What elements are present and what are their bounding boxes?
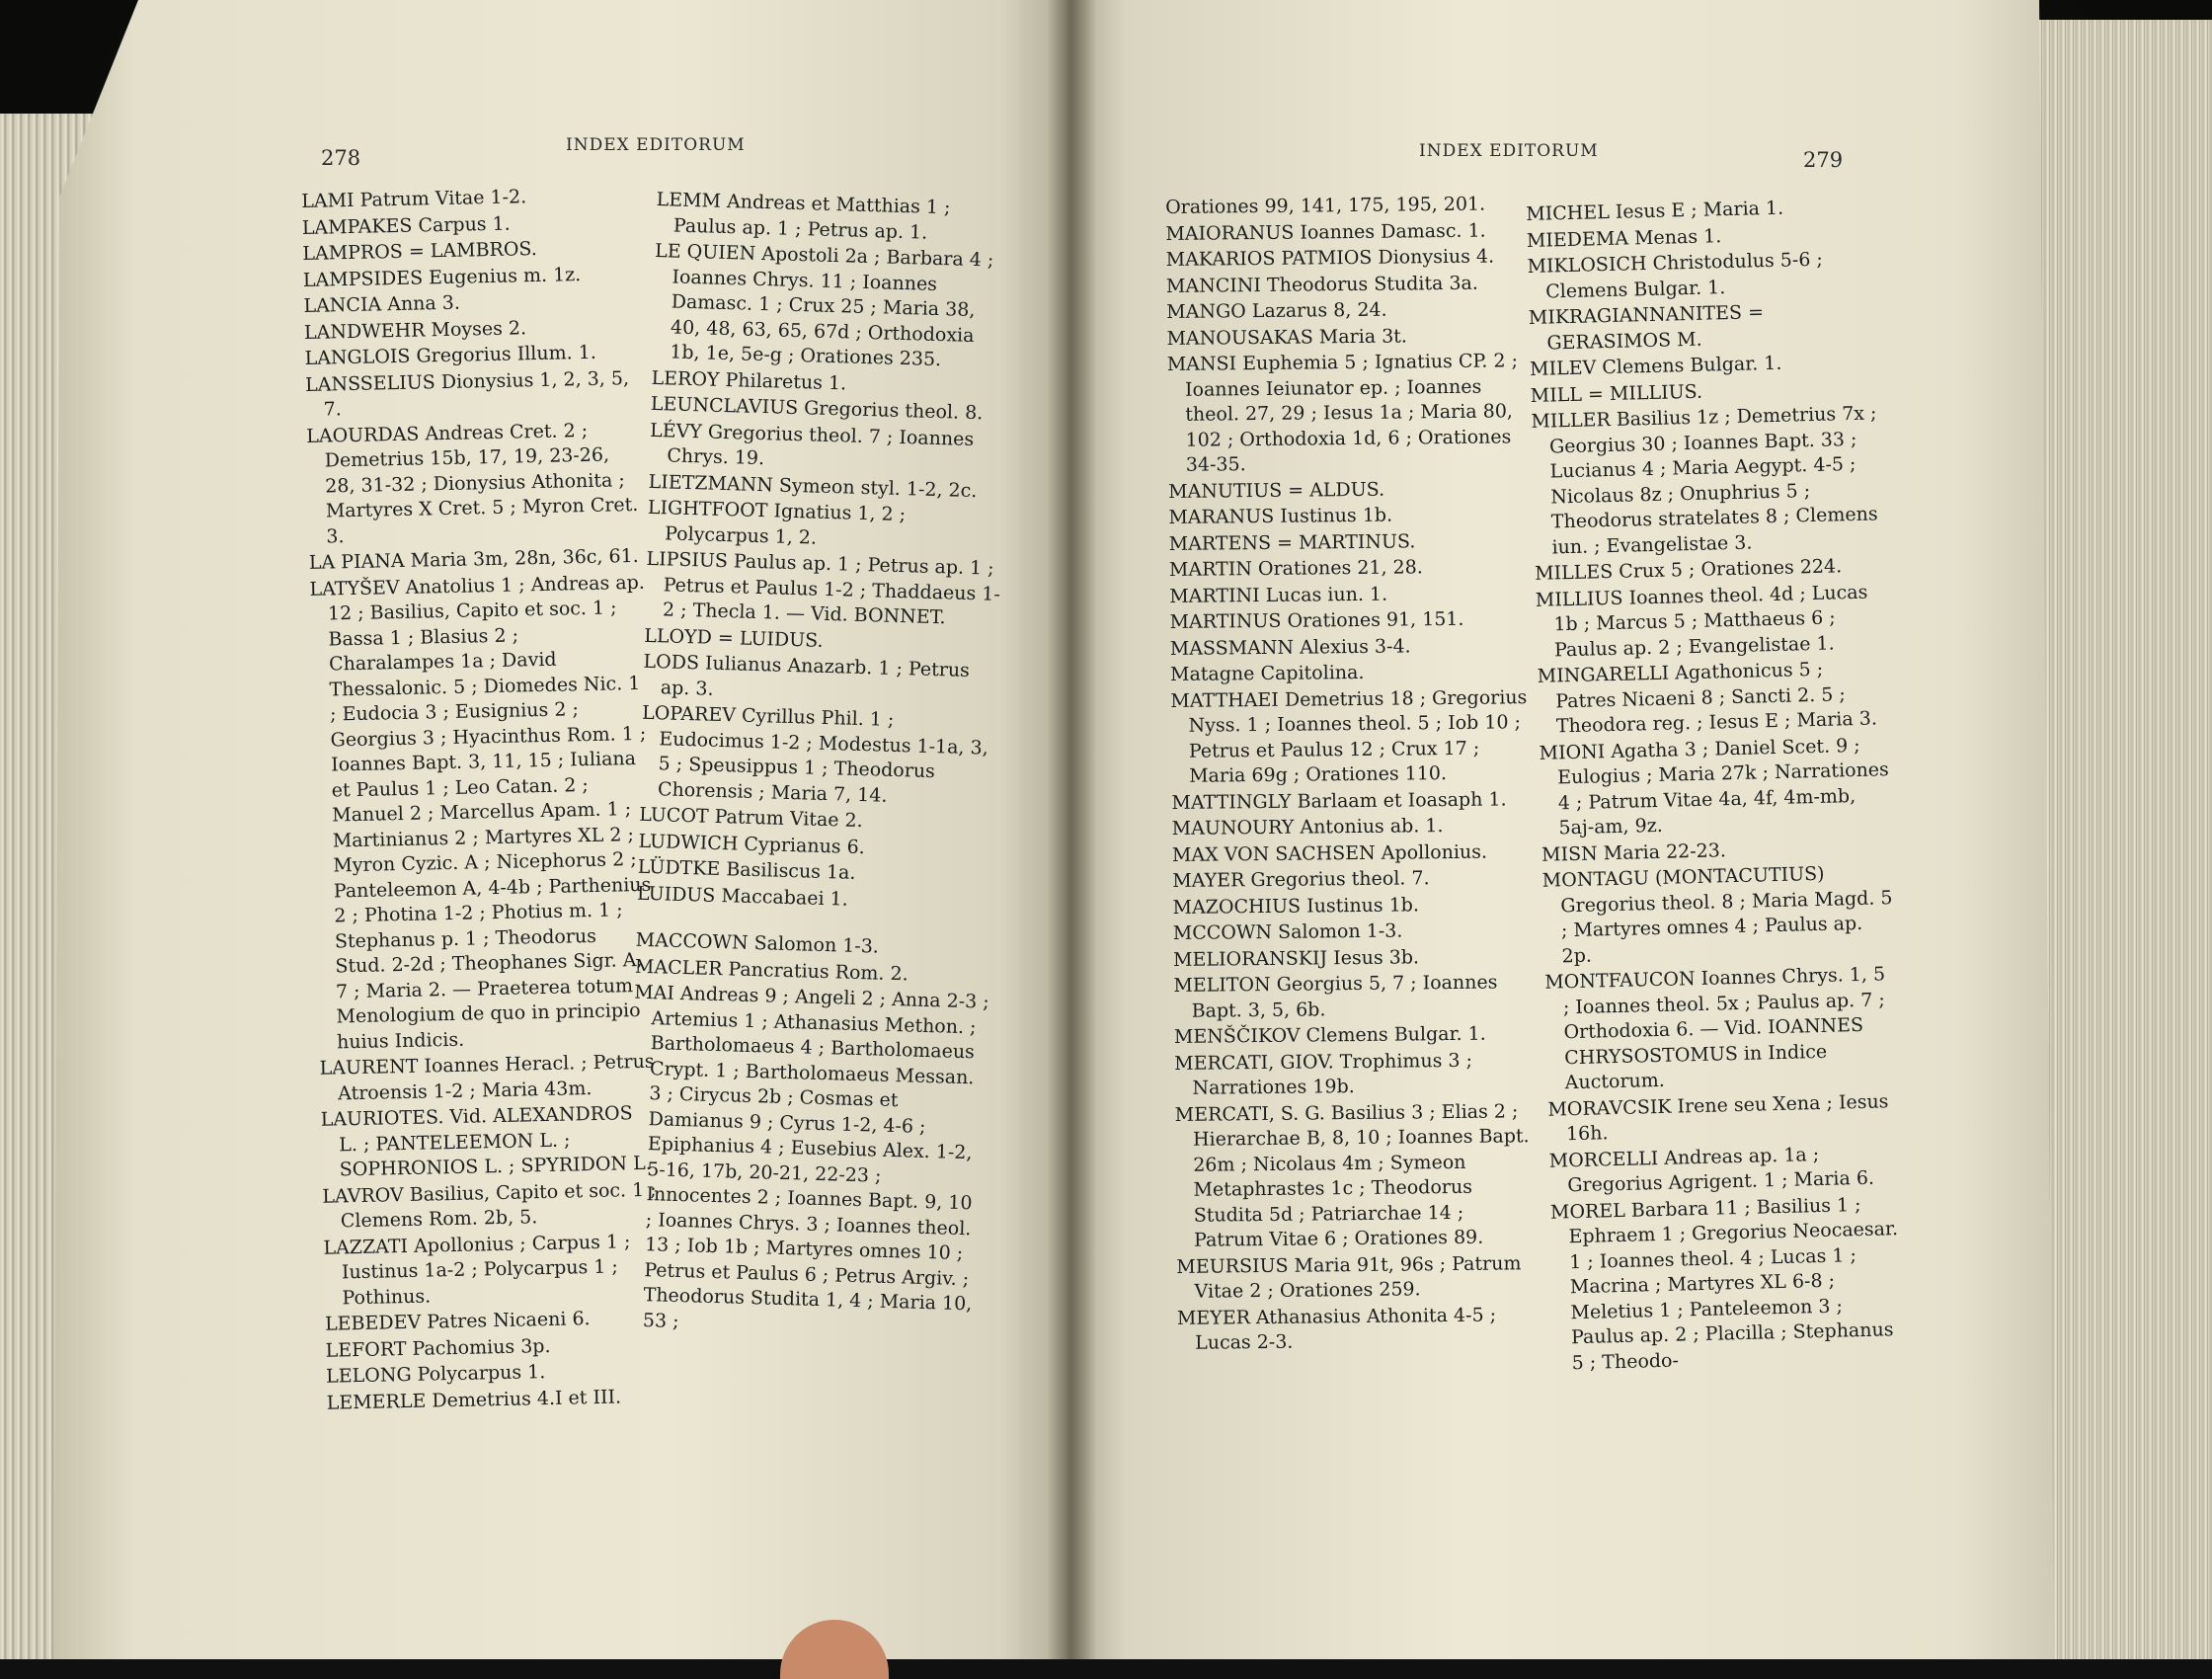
index-entry: MERCATI, S. G. Basilius 3 ; Elias 2 ; Hierarchae B, 8, 10 ; Ioannes Bapt. 26m ; Nicolaus 4m ; Symeon Metaphrastes 1c ; Theodorus Studita 5d ; Patriarchae 14 ; Patrum Vitae 6 ; Orationes 89. [1174, 1099, 1530, 1251]
index-entry: MARTENS = MARTINUS. [1168, 529, 1416, 555]
index-entry: LODS Iulianus Anazarb. 1 ; Petrus ap. 3. [643, 650, 971, 700]
index-entry: MILLIUS Ioannes theol. 4d ; Lucas 1b ; Marcus 5 ; Matthaeus 6 ; Paulus ap. 2 ; Evangelistae 1. [1535, 581, 1868, 661]
index-entry: LAZZATI Apollonius ; Carpus 1 ; Iustinus 1a-2 ; Polycarpus 1 ; Pothinus. [323, 1230, 631, 1309]
index-entry: LIPSIUS Paulus ap. 1 ; Petrus ap. 1 ; Petrus et Paulus 1-2 ; Thaddaeus 1-2 ; Thecla 1. — Vid. BONNET. [646, 547, 1001, 629]
index-entry: MANSI Euphemia 5 ; Ignatius CP. 2 ; Ioannes Ieiunator ep. ; Ioannes theol. 27, 29 ; Iesus 1a ; Maria 80, 102 ; Orthodoxia 1d, 6 ; Orationes 34-35. [1166, 350, 1519, 476]
index-entry: MAI Andreas 9 ; Angeli 2 ; Anna 2-3 ; Artemius 1 ; Athanasius Methon. ; Bartholomaeus 4 ; Bartholomaeus Crypt. 1 ; Bartholomaeus Messan. 3 ; Cirycus 2b ; Cosmas et Damianus 9 ; Cyrus 1-2, 4-6 ; Epiphanius 4 ; Eusebius Alex. 1-2, 5-16, 17b, 20-21, 22-23 ; Innocentes 2 ; Ioannes Bapt. 9, 10 ; Ioannes Chrys. 3 ; Ioannes theol. 13 ; Iob 1b ; Martyres omnes 10 ; Petrus et Paulus 6 ; Petrus Argiv. ; Theodorus Studita 1, 4 ; Maria 10, 53 ; [633, 981, 990, 1332]
index-entry: MANOUSAKAS Maria 3t. [1166, 324, 1408, 350]
index-entry: LAMPSIDES Eugenius m. 1z. [302, 263, 582, 291]
index-entry: LLOYD = LUIDUS. [644, 624, 824, 652]
index-entry: MEYER Athanasius Athonita 4-5 ; Lucas 2-3. [1176, 1304, 1497, 1354]
index-entry: MIKLOSICH Christodulus 5-6 ; Clemens Bulgar. 1. [1527, 248, 1824, 303]
index-entry: MILLES Crux 5 ; Orationes 224. [1534, 555, 1843, 585]
index-entry: MORAVCSIK Irene seu Xena ; Iesus 16h. [1547, 1089, 1889, 1146]
index-entry: MCCOWN Salomon 1-3. [1172, 919, 1403, 944]
index-entry: MAYER Gregorius theol. 7. [1172, 867, 1430, 892]
index-entry: LEMM Andreas et Matthias 1 ; Paulus ap. 1 ; Petrus ap. 1. [656, 188, 951, 244]
index-entry: LUDWICH Cyprianus 6. [638, 830, 866, 858]
index-entry: MIEDEMA Menas 1. [1526, 224, 1722, 252]
index-entry: MOREL Barbara 11 ; Basilius 1 ; Ephraem 1 ; Gregorius Neocaesar. 1 ; Ioannes theol. 4 ; Lucas 1 ; Macrina ; Martyres XL 6-8 ; Meletius 1 ; Panteleemon 3 ; Paulus ap. 2 ; Placilla ; Stephanus 5 ; Theodo- [1549, 1193, 1899, 1374]
index-entry: MILEV Clemens Bulgar. 1. [1529, 352, 1782, 380]
index-entry: LIGHTFOOT Ignatius 1, 2 ; Polycarpus 1, 2. [647, 496, 907, 549]
index-entry: MARANUS Iustinus 1b. [1168, 504, 1393, 528]
index-entry: Matagne Capitolina. [1169, 661, 1365, 685]
right-page-header: INDEX EDITORUM [1419, 141, 1599, 161]
index-entry: MELITON Georgius 5, 7 ; Ioannes Bapt. 3, 5, 6b. [1173, 971, 1498, 1022]
index-entry: LAURIOTES. Vid. ALEXANDROS L. ; PANTELEEMON L. ; SOPHRONIOS L. ; SPYRIDON L. [320, 1102, 652, 1181]
index-entry: MORCELLI Andreas ap. 1a ; Gregorius Agrigent. 1 ; Maria 6. [1548, 1143, 1875, 1197]
index-entry: LATYŠEV Anatolius 1 ; Andreas ap. 12 ; Basilius, Capito et soc. 1 ; Bassa 1 ; Blasius 2 ; Charalampes 1a ; David Thessalonic. 5 ; Diomedes Nic. 1 ; Eudocia 3 ; Eusignius 2 ; Georgius 3 ; Hyacinthus Rom. 1 ; Ioannes Bapt. 3, 11, 15 ; Iuliana et Paulus 1 ; Leo Catan. 2 ; Manuel 2 ; Marcellus Apam. 1 ; Martinianus 2 ; Martyres XL 2 ; Myron Cyzic. A ; Nicephorus 2 ; Panteleemon A, 4-4b ; Parthenius 2 ; Photina 1-2 ; Photius m. 1 ; Stephanus p. 1 ; Theodorus Stud. 2-2d ; Theophanes Sigr. A, 7 ; Maria 2. — Praeterea totum Menologium de quo in principio huius Indicis. [309, 571, 652, 1053]
index-entry: Orationes 99, 141, 175, 195, 201. [1165, 193, 1486, 218]
index-entry: MARTINI Lucas iun. 1. [1169, 583, 1388, 607]
index-entry: MONTAGU (MONTACUTIUS) Gregorius theol. 8 ; Maria Magd. 5 ; Martyres omnes 4 ; Paulus ap. 2p. [1541, 862, 1893, 967]
index-entry: MIKRAGIANNANITES = GERASIMOS M. [1528, 301, 1765, 355]
index-entry: LANGLOIS Gregorius Illum. 1. [304, 341, 597, 369]
index-entry: LEBEDEV Patres Nicaeni 6. [324, 1308, 591, 1335]
index-entry: LANCIA Anna 3. [303, 291, 461, 317]
index-entry: LEMERLE Demetrius 4.I et III. [326, 1385, 622, 1414]
left-page-number: 278 [321, 146, 361, 170]
index-entry: LA PIANA Maria 3m, 28n, 36c, 61. [308, 544, 639, 574]
index-entry: LAURENT Ioannes Heracl. ; Petrus Atroensis 1-2 ; Maria 43m. [319, 1050, 655, 1104]
index-entry: MISN Maria 22-23. [1540, 839, 1727, 866]
right-page-number: 279 [1803, 148, 1844, 172]
right-page-stack [2034, 20, 2212, 1659]
right-page-column-a [1165, 192, 1538, 1357]
index-entry: LOPAREV Cyrillus Phil. 1 ; Eudocimus 1-2 ; Modestus 1-1a, 3, 5 ; Speusippus 1 ; Theodorus Chorensis ; Maria 7, 14. [641, 701, 988, 807]
book-gutter-shadow [1047, 0, 1096, 1659]
left-page-column-a [301, 183, 663, 1417]
index-entry: MILLER Basilius 1z ; Demetrius 7x ; Georgius 30 ; Ioannes Bapt. 33 ; Lucianus 4 ; Maria Aegypt. 4-5 ; Nicolaus 8z ; Onuphrius 5 ; Theodorus stratelates 8 ; Clemens iun. ; Evangelistae 3. [1531, 402, 1878, 558]
index-entry: LAVROV Basilius, Capito et soc. 1 ; Clemens Rom. 2b, 5. [322, 1178, 657, 1233]
index-entry: MICHEL Iesus E ; Maria 1. [1526, 197, 1784, 225]
index-entry: MASSMANN Alexius 3-4. [1169, 634, 1411, 660]
index-entry: LAMPAKES Carpus 1. [301, 212, 511, 239]
index-entry: MAIORANUS Ioannes Damasc. 1. [1165, 219, 1486, 245]
index-entry: MANGO Lazarus 8, 24. [1166, 298, 1387, 323]
index-entry: LEUNCLAVIUS Gregorius theol. 8. [650, 392, 984, 425]
index-entry: MAKARIOS PATMIOS Dionysius 4. [1165, 245, 1495, 271]
index-entry: LUCOT Patrum Vitae 2. [638, 803, 864, 833]
index-entry: LÜDTKE Basiliscus 1a. [637, 855, 856, 884]
index-entry: MIONI Agatha 3 ; Daniel Scet. 9 ; Eulogius ; Maria 27k ; Narrationes 4 ; Patrum Vitae 4a, 4f, 4m-mb, 5aj-am, 9z. [1539, 734, 1890, 840]
index-entry: MAUNOURY Antonius ab. 1. [1171, 815, 1444, 840]
left-page-column-b [625, 188, 1012, 1344]
index-entry: MONTFAUCON Ioannes Chrys. 1, 5 ; Ioannes theol. 5x ; Paulus ap. 7 ; Orthodoxia 6. — Vid. IOANNES CHRYSOSTOMUS in Indice Auctorum. [1544, 963, 1886, 1094]
right-page-column-b [1526, 194, 1905, 1377]
index-entry: LAMPROS = LAMBROS. [302, 238, 538, 265]
index-entry: LANSSELIUS Dionysius 1, 2, 3, 5, 7. [304, 366, 630, 421]
left-page-header: INDEX EDITORUM [566, 135, 746, 155]
index-entry: MELIORANSKIJ Iesus 3b. [1172, 945, 1420, 971]
index-entry: MANUTIUS = ALDUS. [1168, 478, 1385, 503]
index-entry: MERCATI, GIOV. Trophimus 3 ; Narrationes 19b. [1174, 1049, 1473, 1099]
index-entry: LIETZMANN Symeon styl. 1-2, 2c. [648, 470, 978, 502]
index-entry: MINGARELLI Agathonicus 5 ; Patres Nicaeni 8 ; Sancti 2. 5 ; Theodora reg. ; Iesus E ; Maria 3. [1537, 658, 1878, 738]
index-entry: MATTINGLY Barlaam et Ioasaph 1. [1171, 787, 1507, 814]
index-entry: MANCINI Theodorus Studita 3a. [1165, 272, 1478, 297]
index-entry: LUIDUS Maccabaei 1. [636, 882, 849, 911]
index-entry: MACLER Pancratius Rom. 2. [634, 955, 908, 985]
index-entry: MAZOCHIUS Iustinus 1b. [1172, 893, 1420, 919]
index-entry: LÉVY Gregorius theol. 7 ; Ioannes Chrys. 19. [649, 419, 975, 470]
index-entry: MENŠČIKOV Clemens Bulgar. 1. [1173, 1022, 1486, 1048]
index-entry: LANDWEHR Moyses 2. [303, 316, 527, 344]
index-entry: LEFORT Pachomius 3p. [325, 1334, 551, 1362]
index-entry: MILL = MILLIUS. [1530, 380, 1703, 407]
index-entry: LAOURDAS Andreas Cret. 2 ; Demetrius 15b, 17, 19, 23-26, 28, 31-32 ; Dionysius Athonita ; Martyres X Cret. 5 ; Myron Cret. 3. [305, 419, 639, 548]
index-entry: MARTIN Orationes 21, 28. [1168, 556, 1423, 581]
index-entry: MAX VON SACHSEN Apollonius. [1171, 840, 1488, 866]
index-entry: MATTHAEI Demetrius 18 ; Gregorius Nyss. 1 ; Ioannes theol. 5 ; Iob 10 ; Petrus et Paulus 12 ; Crux 17 ; Maria 69g ; Orationes 110. [1170, 685, 1528, 787]
index-entry: LE QUIEN Apostoli 2a ; Barbara 4 ; Ioannes Chrys. 11 ; Ioannes Damasc. 1 ; Crux 25 ; Maria 38, 40, 48, 63, 65, 67d ; Orthodoxia 1b, 1e, 5e-g ; Orationes 235. [654, 239, 994, 371]
index-entry: LEROY Philaretus 1. [651, 366, 847, 394]
index-entry: LAMI Patrum Vitae 1-2. [301, 186, 527, 212]
index-entry: MEURSIUS Maria 91t, 96s ; Patrum Vitae 2 ; Orationes 259. [1176, 1251, 1522, 1303]
index-entry: MACCOWN Salomon 1-3. [635, 928, 880, 958]
index-entry: LELONG Polycarpus 1. [325, 1361, 546, 1388]
index-entry: MARTINUS Orationes 91, 151. [1169, 607, 1464, 633]
